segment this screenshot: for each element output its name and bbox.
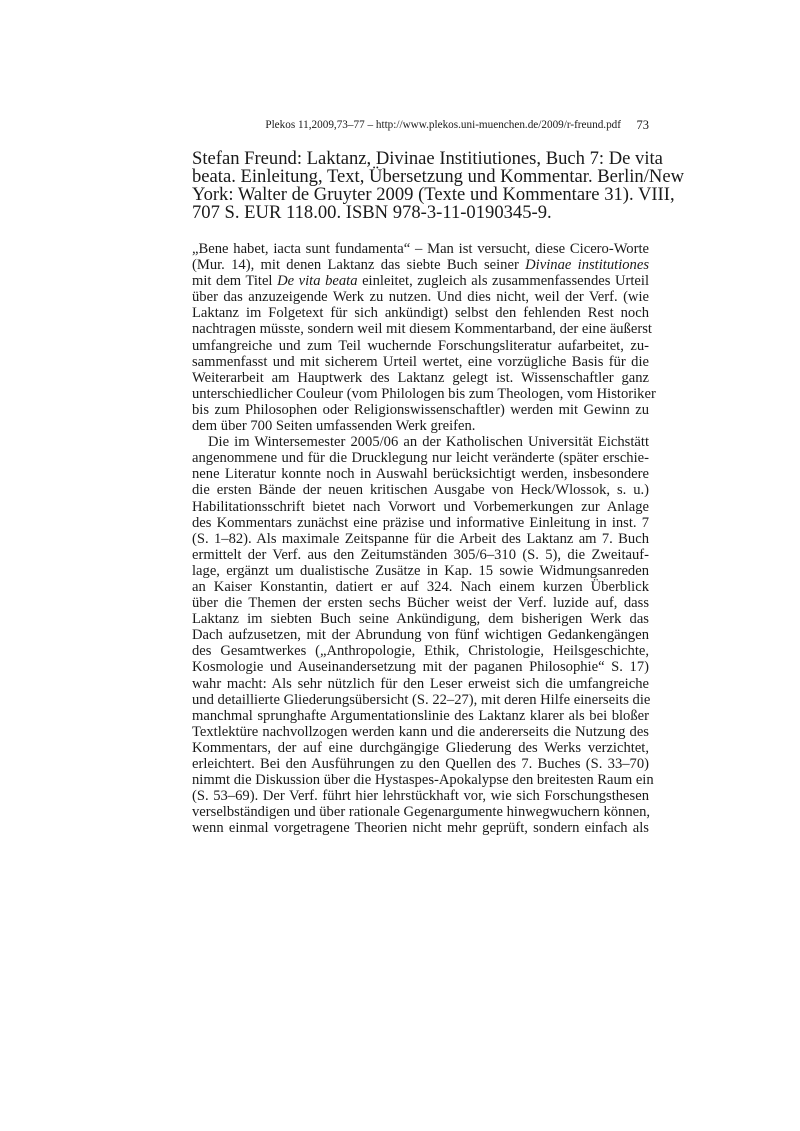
- text-segment: des Kommentars zunächst eine präzise und informative Einleitung in inst. 7: [192, 514, 649, 531]
- text-segment: Dach aufzusetzen, mit der Abrundung von fünf wichtigen Gedankengängen: [192, 627, 649, 644]
- text-line: [192, 756, 649, 772]
- text-segment: einleitet, zugleich als zusammenfassendes Urteil: [357, 273, 649, 290]
- text-segment: die ersten Bände der neuen kritischen Ausgabe von Heck/Wlossok, s. u.): [192, 482, 649, 499]
- text-segment: des Gesamtwerkes („Anthropologie, Ethik, Christologie, Heilsgeschichte,: [192, 643, 649, 660]
- paragraph: [192, 241, 656, 435]
- text-line: [192, 289, 649, 305]
- text-line: [192, 321, 652, 338]
- running-head-text: Plekos 11,2009,73–77 – http://www.plekos.uni-muenchen.de/2009/r-freund.pdf: [265, 119, 621, 131]
- text-line: [192, 354, 649, 370]
- paragraph: [192, 434, 654, 837]
- text-line: [192, 273, 649, 289]
- text-segment: Textlektüre nachvollzogen werden kann und die andererseits die Nutzung des: [192, 723, 649, 740]
- text-line: [192, 434, 649, 450]
- text-segment: York: Walter de Gruyter 2009 (Texte und Kommentare 31). VIII,: [192, 183, 675, 205]
- text-segment: (S. 53–69). Der Verf. führt hier lehrstückhaft vor, wie sich Forschungsthesen: [192, 788, 649, 805]
- text-segment: Kommentars, der auf eine durchgängige Gliederung des Werks verzichtet,: [192, 739, 649, 756]
- text-segment: sammenfasst und mit sicherem Urteil wertet, eine vorzügliche Basis für die: [192, 353, 649, 370]
- text-segment: Laktanz im Folgetext für sich ankündigt) selbst den fehlenden Rest noch: [192, 305, 649, 322]
- text-segment: Laktanz im siebten Buch seine Ankündigung, dem bisherigen Werk das: [192, 611, 649, 628]
- text-line: [192, 418, 649, 434]
- text-line: [192, 804, 649, 820]
- page-number: 73: [636, 118, 649, 132]
- text-segment: 707 S. EUR 118.00. ISBN 978-3-11-0190345-9.: [192, 201, 552, 223]
- text-line: [192, 531, 649, 547]
- text-segment: und detaillierte Gliederungsübersicht (S. 22–27), mit deren Hilfe einerseits die: [192, 691, 651, 708]
- text-line: [192, 659, 649, 675]
- text-line: [192, 595, 649, 611]
- text-line: [192, 692, 649, 708]
- text-line: [192, 740, 649, 756]
- text-line: [192, 547, 649, 563]
- text-segment: wenn einmal vorgetragene Theorien nicht mehr geprüft, sondern einfach als: [192, 820, 649, 837]
- text-segment: wahr macht: Als sehr nützlich für den Leser erweist sich die umfangreiche: [192, 675, 649, 692]
- text-segment: manchmal sprunghafte Argumentationslinie des Laktanz klarer als bei bloßer: [192, 707, 649, 724]
- text-segment: über die Themen der ersten sechs Bücher weist der Verf. luzide auf, dass: [192, 595, 649, 612]
- review-title: [192, 148, 684, 223]
- text-segment: umfangreiche und zum Teil wuchernde Forschungsliteratur aufarbeitet, zu-: [192, 337, 649, 354]
- text-segment: lage, ergänzt um dualistische Zusätze in Kap. 15 sowie Widmungsanreden: [192, 562, 649, 579]
- italic-title-text: De vita beata: [277, 273, 358, 290]
- text-line: [192, 515, 649, 531]
- text-line: [192, 579, 649, 595]
- text-line: [192, 450, 649, 466]
- text-segment: Die im Wintersemester 2005/06 an der Katholischen Universität Eichstätt: [208, 434, 649, 451]
- text-segment: (S. 1–82). Als maximale Zeitspanne für die Arbeit des Laktanz am 7. Buch: [192, 530, 649, 547]
- text-segment: ermittelt der Verf. aus den Zeitumständen 305/6–310 (S. 5), die Zweitauf-: [192, 546, 649, 563]
- text-line: [192, 402, 649, 418]
- text-line: [192, 611, 649, 627]
- italic-title-text: Divinae institutiones: [525, 257, 649, 274]
- text-segment: angenommene und für die Drucklegung nur leicht veränderte (später erschie-: [192, 450, 649, 467]
- text-segment: (Mur. 14), mit denen Laktanz das siebte Buch seiner: [192, 257, 526, 274]
- text-line: [192, 788, 649, 804]
- text-line: [192, 257, 649, 273]
- text-line: [192, 627, 649, 643]
- text-line: [192, 676, 649, 692]
- text-line: [192, 708, 649, 724]
- text-line: [192, 370, 649, 386]
- text-segment: nene Literatur konnte noch in Auswahl berücksichtigt werden, insbesondere: [192, 466, 649, 483]
- text-segment: Weiterarbeit am Hauptwerk des Laktanz gelegt ist. Wissenschaftler ganz: [192, 369, 649, 386]
- text-segment: nachtragen müsste, sondern weil mit diesem Kommentarband, der eine äußerst: [192, 321, 652, 338]
- text-line: [192, 643, 649, 659]
- text-line: [192, 482, 649, 498]
- text-line: [192, 241, 649, 257]
- text-segment: nimmt die Diskussion über die Hystaspes-Apokalypse den breitesten Raum ein: [192, 772, 654, 789]
- text-segment: an Kaiser Konstantin, datiert er auf 324. Nach einem kurzen Überblick: [192, 578, 649, 595]
- text-segment: mit dem Titel: [192, 273, 278, 290]
- text-segment: Habilitationsschrift bietet nach Vorwort und Vorbemerkungen zur Anlage: [192, 498, 649, 515]
- text-line: [192, 338, 649, 354]
- text-line: [192, 772, 654, 789]
- text-segment: Stefan Freund: Laktanz, Divinae Institiutiones, Buch 7: De vita: [192, 148, 663, 169]
- text-segment: dem über 700 Seiten umfassenden Werk greifen.: [192, 418, 476, 435]
- text-line: [192, 820, 649, 836]
- text-line: [192, 466, 649, 482]
- text-line: [192, 201, 649, 223]
- text-segment: verselbständigen und über rationale Gegenargumente hinwegwuchern können,: [192, 804, 651, 821]
- text-segment: erleichtert. Bei den Ausführungen zu den Quellen des 7. Buches (S. 33–70): [192, 756, 649, 772]
- text-segment: Kosmologie und Auseinandersetzung mit der paganen Philosophie“ S. 17): [192, 659, 649, 676]
- text-segment: beata. Einleitung, Text, Übersetzung und Kommentar. Berlin/New: [192, 165, 684, 187]
- text-line: [192, 563, 649, 579]
- text-line: [192, 499, 649, 515]
- text-segment: über das anzuzeigende Werk zu nutzen. Und dies nicht, weil der Verf. (wie: [192, 289, 649, 306]
- text-segment: „Bene habet, iacta sunt fundamenta“ – Man ist versucht, diese Cicero-Worte: [192, 241, 649, 257]
- text-segment: unterschiedlicher Couleur (vom Philologen bis zum Theologen, vom Historiker: [192, 385, 656, 402]
- text-line: [192, 385, 656, 402]
- review-body: [192, 241, 656, 837]
- text-line: [192, 305, 649, 321]
- text-line: [192, 724, 649, 740]
- text-segment: bis zum Philosophen oder Religionswissenschaftler) werden mit Gewinn zu: [192, 401, 649, 418]
